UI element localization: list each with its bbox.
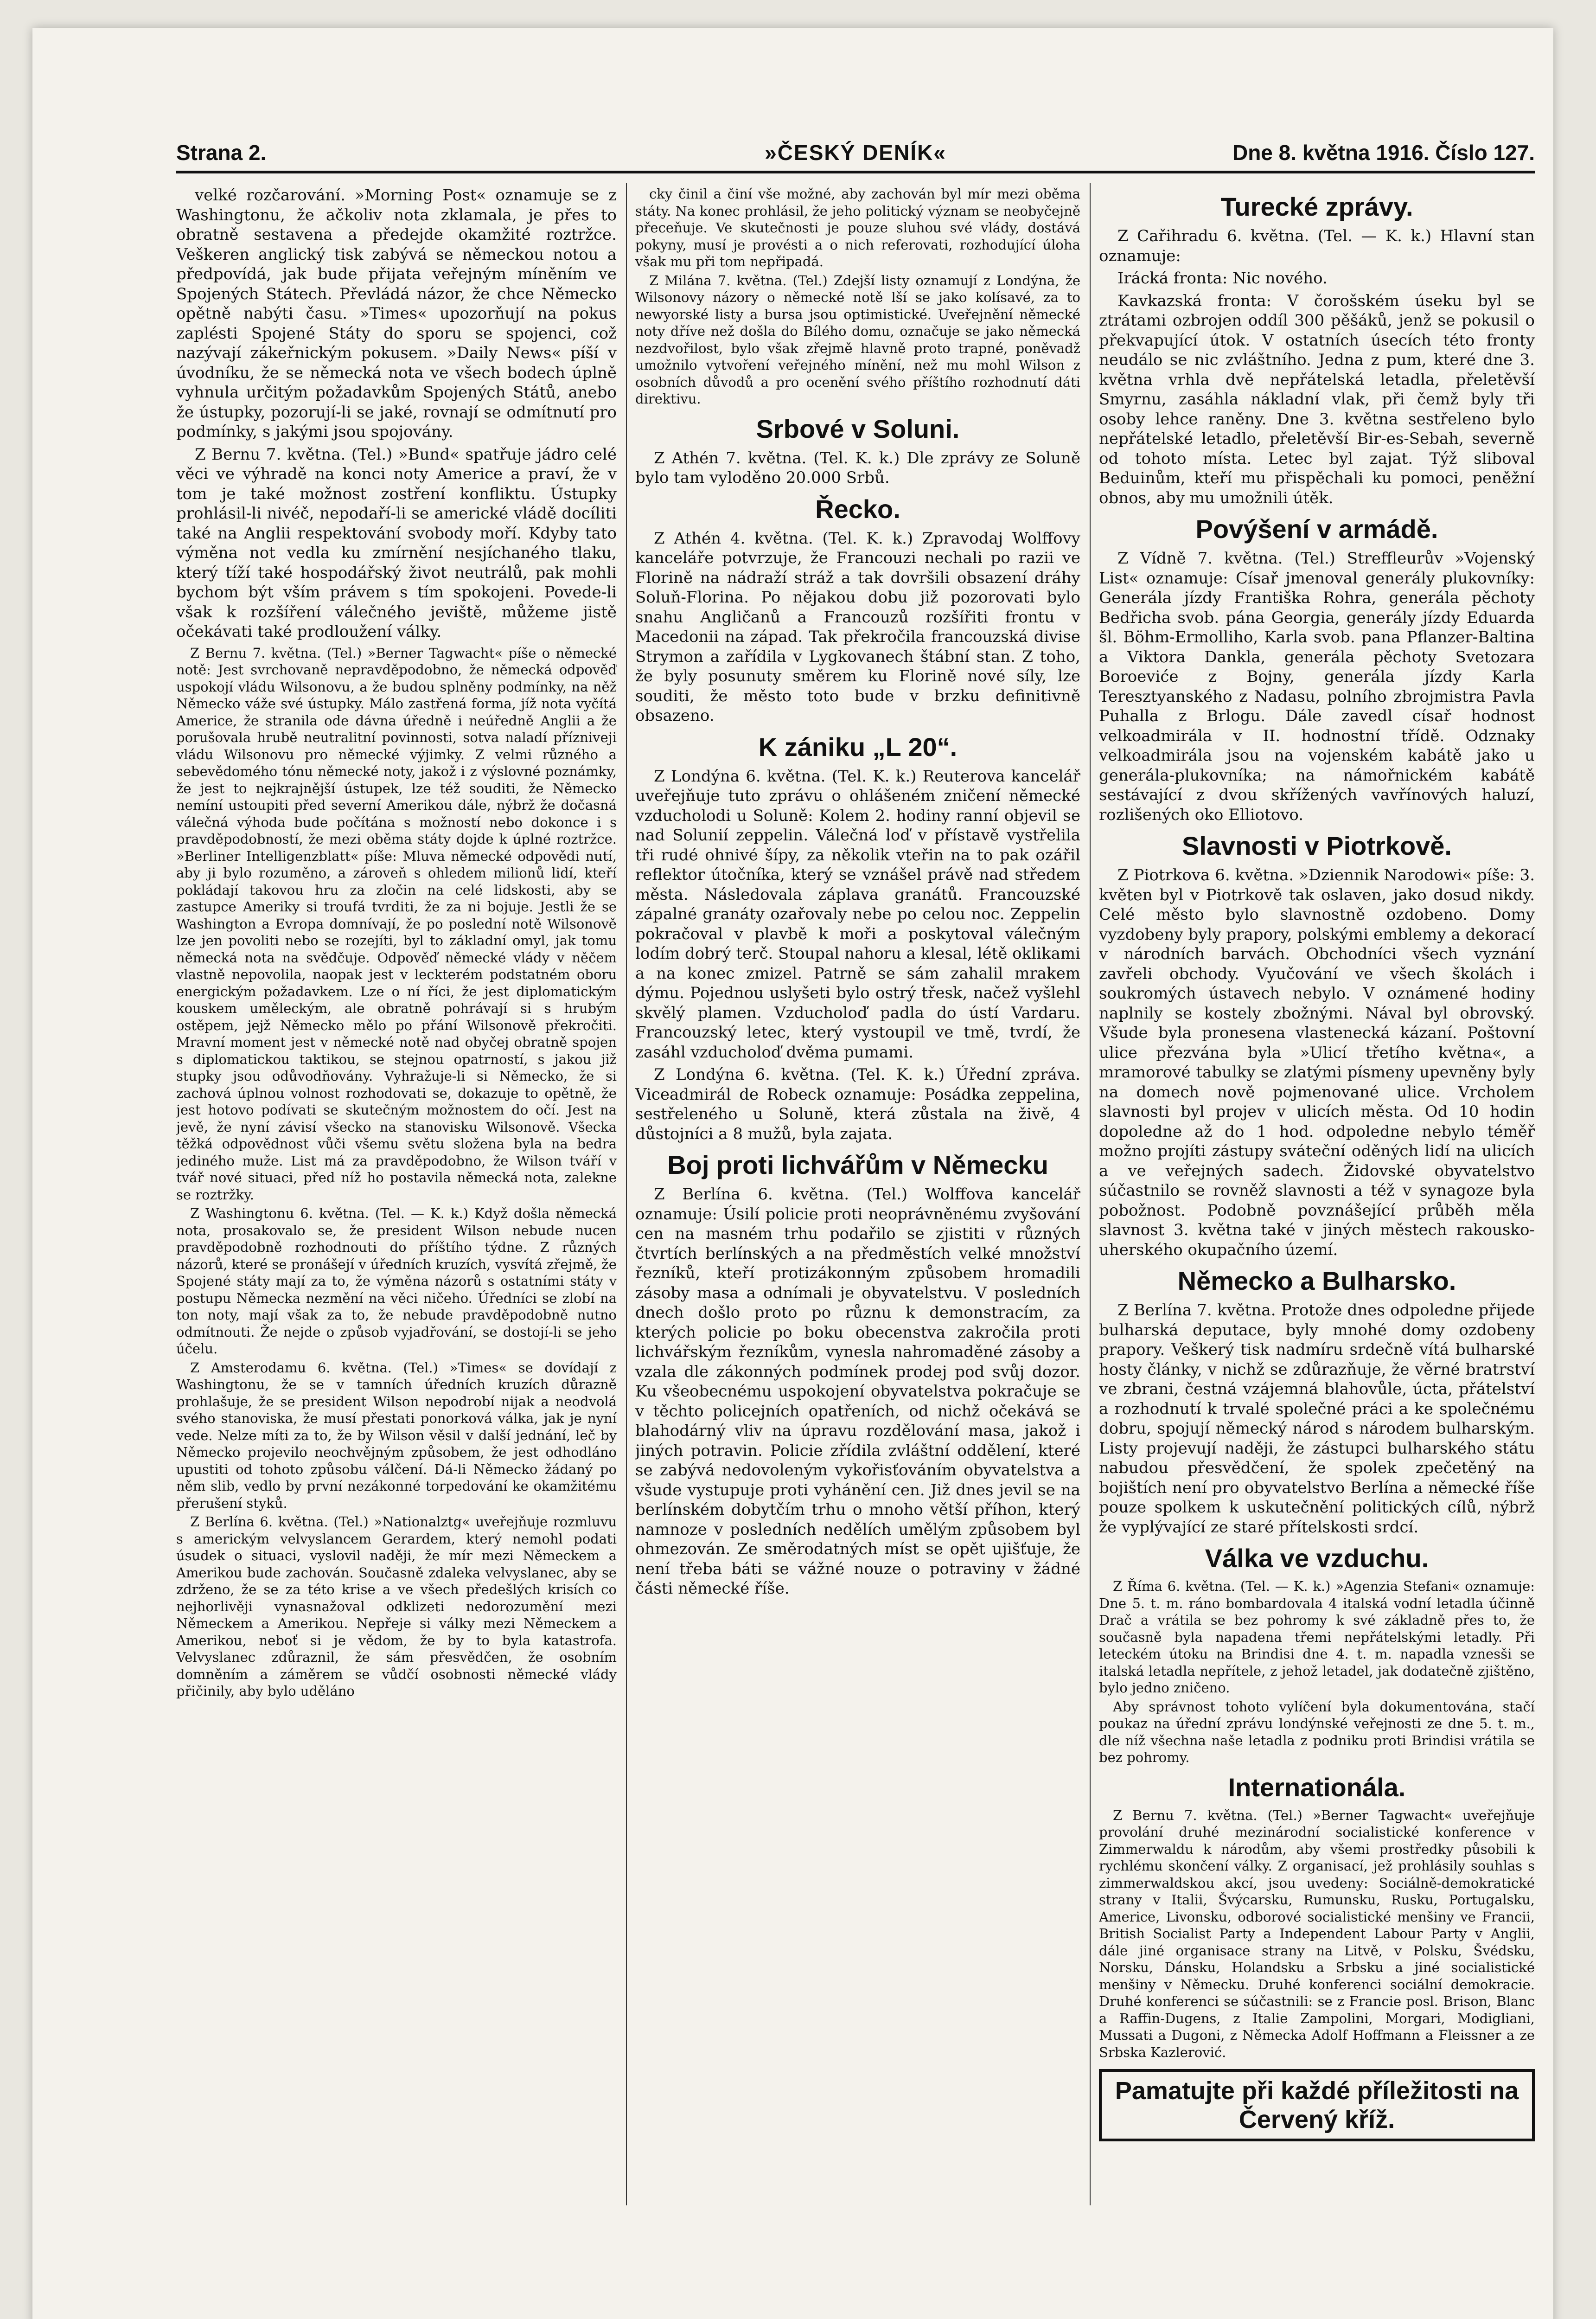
issue-date: Dne 8. května 1916. Číslo 127.	[1232, 141, 1535, 165]
article-paragraph: Z Amsterodamu 6. května. (Tel.) »Times« se dovídají z Washingtonu, že se v tamních úředních kruzích důrazně prohlašuje, že se president Wilson nepodrobí nijak a neodvolá svého stanoviska, že musí přestati ponorková válka, jak je nyní vede. Nelze míti za to, že by Wilson věsil v další jednání, leč by Německo projevilo neochvějným způsobem, že jest odhodláno upustiti od tohoto způsobu válčení. Dá-li Německo žádaný po něm slib, vedlo by první nezákonné torpedování ke okamžitému přerušení styků.	[176, 1359, 617, 1511]
column-divider	[1090, 183, 1091, 2205]
article-paragraph: Z Londýna 6. května. (Tel. K. k.) Reuterova kancelář uveřejňuje tuto zprávu o ohlášeném zničení německé vzducholodi u Soluně: Kolem 2. hodiny ranní objevil se nad Solunií zeppelin. Válečná loď v přístavě vystřelila tři rudé ohnivé šípy, za několik vteřin na to pak ozářil reflektor útočníka, který se vznášel právě nad středem města. Následovala záplava granátů. Francouzské zápalné granáty ozařovaly nebe po celou noc. Zeppelin pokračoval v plavbě k moři a poskytoval válečným lodím dobrý terč. Stoupal nahoru a klesal, létě oklikami a na konec zmizel. Patrně se sám zahalil mrakem dýmu. Pojednou uslyšeti bylo ostrý třesk, načež vyšlehl skvělý plamen. Vzducholoď padla do ústí Vardaru. Francouzský letec, který vystoupil ve tmě, tvrdí, že zasáhl vzducholoď dvěma pumami.	[635, 767, 1080, 1062]
headline-lichvari: Boj proti lichvářům v Německu	[667, 1150, 1048, 1179]
article-paragraph: cky činil a činí vše možné, aby zachován byl mír mezi oběma státy. Na konec prohlásil, že jeho politický význam se neobyčejně přeceňuje. Ve skutečnosti je pouze sluhou své vlády, dostává pokyny, musí je provésti a o nich referovati, rozhodující úloha však mu při tom nepřipadá.	[635, 186, 1080, 269]
headline-srbove: Srbové v Soluni.	[756, 414, 960, 443]
article-paragraph: Z Berlína 7. května. Protože dnes odpoledne přijede bulharská deputace, byly mnohé domy ozdobeny prapory. Veškerý tisk nadmíru srdečně vítá bulharské hosty články, v nichž se zdůrazňuje, že věrné bratrství ve zbrani, čestná vzájemná blahovůle, úcta, přátelství a rozhodnutí k trvalé společné práci a ke společnému dobru, spojují německý národ s národem bulharským. Listy projevují naději, že zástupci bulharského státu nabudou přesvědčení, že spolek zpečetěný na bojištích není pro obyvatelstvo Berlína a německé říše pouze spolkem k uskutečnění politických cílů, nýbrž že vyplývající ze staré přítelskosti srdcí.	[1099, 1301, 1535, 1537]
article-paragraph: Z Berlína 6. května. (Tel.) »Nationalztg« uveřejňuje rozmluvu s americkým velvyslancem Gerardem, který nemohl podati úsudek o situaci, vyslovil naději, že mír mezi Německem a Amerikou bude zachován. Současně zdaleka velvyslanec, aby se zdrženo, že se za této krise a ve všech předešlých krisích co nejhorlivěji vynasnažoval odklizeti nedorozumění mezi Německem a Amerikou. Nepřeje si války mezi Německem a Amerikou, neboť si je vědom, že by to byla katastrofa. Velvyslanec zdůraznil, že sám přesvědčen, že osobním domněním a záměrem se vůdčí osobnosti německé vlády přičinily, aby bylo uděláno	[176, 1514, 617, 1699]
article-paragraph: Z Athén 4. května. (Tel. K. k.) Zpravodaj Wolffovy kanceláře potvrzuje, že Francouzi nechali po razii ve Florině na nádraží stráž a tak dovršili obsazení dráhy Soluň-Florina. Po nějakou dobu již pozorovati bylo snahu Angličanů a Francouzů rozšířiti frontu v Macedonii na západ. Tak překročila francouzská divise Strymon a zařídila v Lygkovanech štábní stan. Z toho, že byly posunuty směrem ku Florině nové síly, lze souditi, že město toto bude v brzku definitivně obsazeno.	[635, 529, 1080, 725]
article-paragraph: Z Piotrkova 6. května. »Dziennik Narodowi« píše: 3. květen byl v Piotrkově tak oslaven, jako dosud nikdy. Celé město bylo slavnostně ozdobeno. Domy vyzdobeny byly prapory, polskými emblemy a dekorací v národních barvách. Obchodníci všech vyznání zavřeli obchody. Vyučování ve všech školách i soukromých ústavech nebylo. V oznámené hodiny naplnily se kostely zbožnými. Nával byl obrovský. Všude byla pronesena vlastenecká kázaní. Poštovní ulice přezvána byla »Ulicí třetího května«, a mramorové tabulky se zlatými písmeny upevněny byly na domech nově pojmenované ulice. Vrcholem slavnosti byl projev v ulicích města. Od 10 hodin dopoledne až do 1 hod. odpoledne nebylo téměř možno projíti zástupy sváteční oděných lidí na ulicích a ve veřejných sadech. Židovské obyvatelstvo súčastnilo se rovněž slavnosti a též v synagoze byla pobožnost. Podobně povznášející průběh měla slavnost 3. května také v jiných městech rakousko-uherského okupačního území.	[1099, 866, 1535, 1259]
red-cross-notice: Pamatujte při každé příležitosti na Červený kříž.	[1099, 2069, 1535, 2141]
column-divider	[626, 183, 627, 2205]
headline-turecke: Turecké zprávy.	[1220, 192, 1413, 221]
article-paragraph: Z Vídně 7. května. (Tel.) Streffleurův »Vojenský List« oznamuje: Císař jmenoval generály plukovníky: Generála jízdy Františka Rohra, generála pěchoty Bedřicha svob. pána Georgia, generály jízdy Eduarda šl. Böhm-Ermolliho, Karla svob. pana Pflanzer-Baltina a Viktora Dankla, generála pěchoty Svetozara Boroeviće z Bojny, generála jízdy Karla Teresztyanského z Nadasu, polního zbrojmistra Pavla Puhalla z Brlogu. Dále zavedl císař hodnost velkoadmirála v II. hodnostní třídě. Odznaky velkoadmirála jsou na vojenském kabátě jako u generála-plukovníka; na námořnickém kabátě sestávající z dvou skřížených vavřínových haluzí, rozlišených oko Elliotovo.	[1099, 549, 1535, 824]
newspaper-page	[32, 28, 1553, 2319]
page-number: Strana 2.	[176, 141, 267, 165]
newspaper-title: »ČESKÝ DENÍK«	[765, 141, 946, 165]
article-paragraph: Z Bernu 7. května. (Tel.) »Bund« spatřuje jádro celé věci ve výhradě na konci noty Americe a praví, že v tom je také možnost zostření konfliktu. Ústupky prohlásil-li nivéč, nepodaří-li se americké vládě docíliti také na Anglii respektování svobody moří. Kdyby tato výměna not vedla ku zmírnění nesjíchaného tlaku, který tíží také hospodářský život neutrálů, pak mohli bychom být vším právem s tím spokojeni. Povede-li však k rozšíření válečného jeviště, můžeme jistě očekávati také prodloužení války.	[176, 445, 617, 641]
headline-internationala: Internationála.	[1228, 1772, 1406, 1802]
headline-valka-vzduch: Válka ve vzduchu.	[1205, 1544, 1429, 1573]
article-paragraph: Z Washingtonu 6. května. (Tel. — K. k.) Když došla německá nota, prosakovalo se, že president Wilson nebude nucen pravděpodobně rozhodnouti do příštího týdne. Z různých názorů, které se pronášejí v úředních kruzích, vysvítá zřejmě, že Spojené státy mají za to, že výměna názorů s ostatními státy v postupu Německa nezmění na věci ničeho. Úředníci se zlobí na ton noty, mají však za to, že nebude pravděpodobně nutno odmítnouti. Že nejde o způsob vyjadřování, se dostojí-li se jeho účelu.	[176, 1205, 617, 1357]
page-header	[176, 134, 1535, 173]
article-paragraph: Irácká fronta: Nic nového.	[1117, 269, 1328, 288]
headline-l20: K zániku „L 20“.	[758, 732, 958, 762]
article-paragraph: Z Milána 7. května. (Tel.) Zdejší listy oznamují z Londýna, že Wilsonovy názory o německé notě lší se jako kolísavé, za to newyorské listy a bursa jsou optimistické. Uveřejnění německé noty dříve než došla do Bílého domu, označuje se jako německá nezdvořilost, bylo však zřejmě hlavně proto trapné, poněvadž umožnilo vytvoření veřejného mínění, než mu mohl Wilson z osobních důvodů a pro ocenění svého příštího rozhodnutí dáti direktivu.	[635, 272, 1080, 407]
article-paragraph: Z Říma 6. května. (Tel. — K. k.) »Agenzia Stefani« oznamuje: Dne 5. t. m. ráno bombardovala 4 italská vodní letadla účinně Drač a vrátila se bez pohromy k své základně přes to, že současně byla napadena třemi nepřátelskými letadly. Při leteckém útoku na Brindisi dne 4. t. m. napadla vznesši se italská letadla nepřítele, z jehož letadel, jak dodatečně zjištěno, bylo jedno zničeno.	[1099, 1578, 1535, 1696]
article-paragraph: Z Bernu 7. května. (Tel.) »Berner Tagwacht« uveřejňuje provolání druhé mezinárodní socialistické konference v Zimmerwaldu k národům, aby všemi prostředky působili k rychlému skončení války. Z organisací, jež prohlásily souhlas s zimmerwaldskou akcí, jsou uvedeny: Sociálně-demokratické strany v Italii, Švýcarsku, Rumunsku, Rusku, Portugalsku, Americe, Livonsku, odborové socialistické menšiny ve Francii, British Socialist Party a Independent Labour Party v Anglii, dále jiné organisace strany na Litvě, v Polsku, Švédsku, Norsku, Dánsku, Holandsku a Srbsku a jiné socialistické menšiny v Německu. Druhé konferenci sociální demokracie. Druhé konferenci se súčastnili: se z Francie posl. Brison, Blanc a Raffin-Dugens, z Italie Zampolini, Morgari, Modigliani, Mussati a Dugoni, z Německa Adolf Hoffmann a Fleissner a ze Srbska Kazlerović.	[1099, 1807, 1535, 2060]
headline-bulharsko: Německo a Bulharsko.	[1177, 1266, 1456, 1295]
column-2	[635, 186, 1080, 2217]
column-3	[1099, 186, 1535, 2217]
article-paragraph: Z Berlína 6. května. (Tel.) Wolffova kancelář oznamuje: Úsilí policie proti neoprávněnému zvyšování cen na masném trhu podařilo se zjistiti v různých čtvrtích berlínských a na předměstích velké množství řezníků, kteří protizákonným způsobem hromadili zásoby masa a odnímali je obyvatelstvu. V posledních dnech došlo proto po různu k demonstracím, za kterých policie po boku obecenstva zakročila proti lichvářským řezníkům, vynesla nahromaděné zásoby a vzala dle zákonných podmínek prodej pod svůj dozor. Ku všeobecnému uspokojení obyvatelstva pokračuje se v těchto policejních opatřeních, od nichž očekává se blahodárný vliv na úpravu rozdělování masa, jakož i jiných potravin. Policie zřídila zvláštní oddělení, které se zabývá nedovoleným vykořisťováním obyvatelstva a všude vystupuje proti vyhánění cen. Již dnes jevil se na berlínském dobytčím trhu o mnoho větší příhon, který namnoze v posledních nedělích umělým způsobem byl ohmezován. Ze směrodatných míst se opět ujišťuje, že není třeba báti se vážné nouze o potraviny v žádné části německé říše.	[635, 1185, 1080, 1598]
article-paragraph: Z Cařihradu 6. května. (Tel. — K. k.) Hlavní stan oznamuje:	[1099, 227, 1535, 265]
article-paragraph: Z Londýna 6. května. (Tel. K. k.) Úřední zpráva. Viceadmirál de Robeck oznamuje: Posádka zeppelina, sestřeleného u Soluně, která zůstala na živě, 4 důstojníci a 8 mužů, byla zajata.	[635, 1065, 1080, 1143]
headline-piotrkov: Slavnosti v Piotrkově.	[1182, 831, 1452, 860]
headline-povyseni: Povýšení v armádě.	[1195, 514, 1438, 544]
headline-recko: Řecko.	[815, 494, 900, 524]
article-paragraph: Z Athén 7. května. (Tel. K. k.) Dle zprávy ze Soluně bylo tam vyloděno 20.000 Srbů.	[635, 448, 1080, 487]
article-paragraph: Z Bernu 7. května. (Tel.) »Berner Tagwacht« píše o německé notě: Jest svrchovaně nepravděpodobno, že německá odpověď uspokojí vládu Wilsonovu, a že budou splněny podmínky, na něž Německo váže své ústupky. Málo zastřená forma, jíž nota vyčítá Americe, že stranila ode dávna úředně i neúředně Anglii a že porušovala hrubě neutralitní povinnosti, sotva naladí přízniveji vládu Wilsonovu pro německé výjimky. Z velmi různého a sebevědomého tónu německé noty, jakož i z výslovné poznámky, že jest to nejkrajnější ústupek, lze též souditi, že Německo nemíní ustoupiti před severní Amerikou dále, nýbrž že dočasná válečná výhoda bude počítána s možností nebo dokonce i s pravděpodobností, že mezi oběma státy dojde k úplné roztržce. »Berliner Intelligenzblatt« píše: Mluva německé odpovědi nutí, aby ji bylo rozuměno, a zároveň s ohledem milionů lidí, kteří pokládají takovou hru za zločin na celé lidskosti, aby se zastupce Ameriky si troufá tvrditi, že za ni bojuje. Jestli že se Washington a Evropa domnívají, že po poslední notě Wilsonově lze jen povoliti nebo se rozejíti, byl to základní omyl, jak tomu německá nota na svědčuje. Odpověď německé vlády v něčem vlastně nepovolila, naopak jest v leckterém podstatném oboru energickým požadavkem. Lze o ní říci, že jest diplomatickým kouskem uměleckým, ale obratně pohrávají si s hrubým ostěpem, jejž Německo mělo po přání Wilsonově překročiti. Mravní moment jest v německé notě nad obyčej obratně spojen s diplomatickou taktikou, se stejnou opatrností, s jakou již stupky jsou odůvodňovány. Vyhražuje-li si Německo, že si zachová úplnou volnost rozhodovati se, dokazuje to opětně, že jest hotovo podívati se skutečným možnostem do očí. Jest na jevě, že nyní závisí všecko na stanovisku Wilsonově. Všecka těžká odpovědnost vůči všemu světu složena byla na bedra jediného muže. List má za pravděpodobno, že Wilson tváří v tvář nové situaci, před níž ho postavila německá nota, zalekne se roztržky.	[176, 645, 617, 1203]
article-paragraph: Aby správnost tohoto vylíčení byla dokumentována, stačí poukaz na úřední zprávu londýnské veřejnosti ze dne 5. t. m., dle níž všechna naše letadla z podniku proti Brindisi vrátila se bez pohromy.	[1099, 1698, 1535, 1765]
article-paragraph: velké rozčarování. »Morning Post« oznamuje se z Washingtonu, že ačkoliv nota zklamala, je přes to obratně sestavena a předejde okamžité roztržce. Veškeren anglický tisk zabývá se německou notou a předpovídá, jak bude přijata veřejným míněním ve Spojených Státech. Převládá názor, že chce Německo opětně nabýti času. »Times« upozorňují na pokus zaplésti Spojené Státy do sporu se spojenci, což nazývají zákeřnickým pokusem. »Daily News« píší v úvodníku, že se německá nota ve všech bodech úplně vyhnula určitým požadavkům Spojených Států, anebo že ústupky, pozorují-li se jaké, rovnají se odmítnutí pro podmínky, s jakými jsou spojovány.	[176, 186, 617, 441]
column-1	[176, 186, 617, 2217]
article-paragraph: Kavkazská fronta: V čorošském úseku byl se ztrátami ozbrojen oddíl 300 pěšáků, jenž se pokusil o překvapující útok. V ostatních úsecích této fronty neudálo se nic zvláštního. Jedna z pum, které dne 3. května vrhla dvě nepřátelská letadla, přeletěvší Smyrnu, zasáhla nákladní vlak, při čemž byly tři osoby lehce raněny. Dne 3. května sestřeleno bylo nepřátelské letadlo, přeletěvší Bir-es-Sebah, severně od tohoto místa. Letec byl zajat. Týž sliboval Beduinům, kteří mu přispěchali ku pomoci, peněžní obnos, aby mu umožnili útěk.	[1099, 291, 1535, 507]
